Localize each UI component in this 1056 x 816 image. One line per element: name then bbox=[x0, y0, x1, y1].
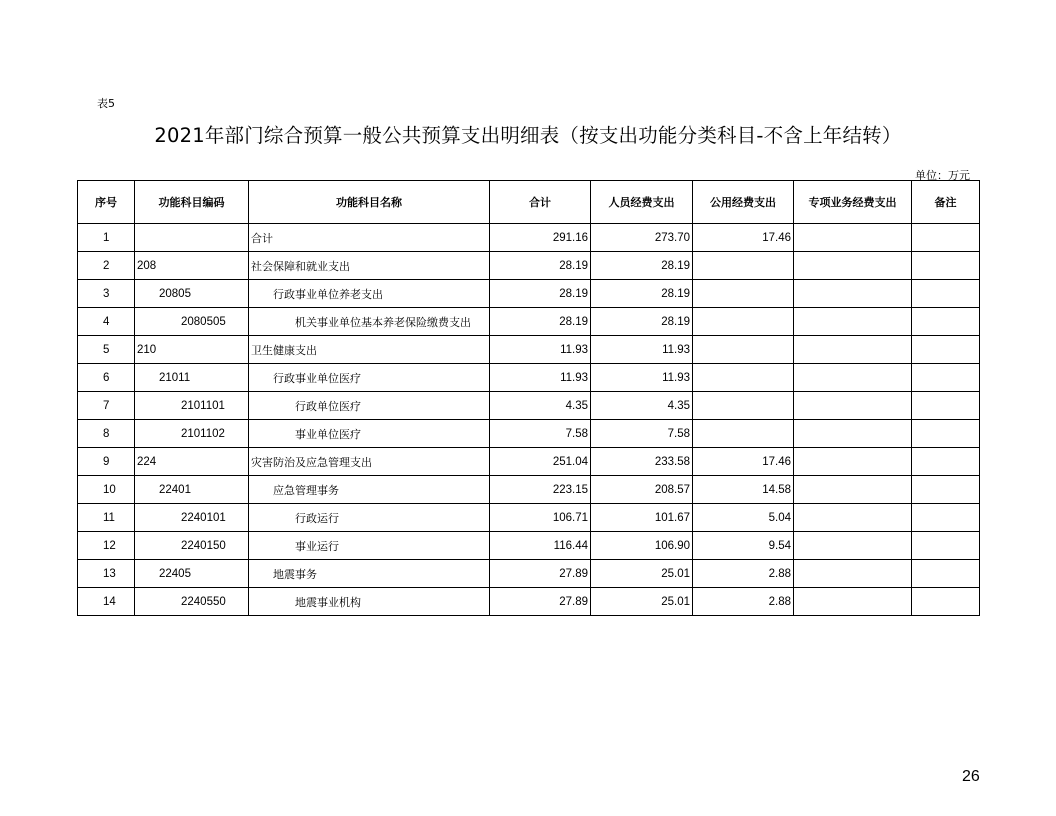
cell-special bbox=[794, 532, 912, 560]
cell-total: 116.44 bbox=[490, 532, 591, 560]
cell-code: 2240101 bbox=[135, 504, 249, 532]
column-header-seq: 序号 bbox=[78, 181, 135, 224]
cell-special bbox=[794, 392, 912, 420]
table-row bbox=[78, 420, 980, 448]
cell-code: 208 bbox=[135, 252, 249, 280]
cell-code: 20805 bbox=[135, 280, 249, 308]
cell-note bbox=[912, 252, 980, 280]
table-row bbox=[78, 504, 980, 532]
cell-note bbox=[912, 336, 980, 364]
cell-name: 社会保障和就业支出 bbox=[249, 252, 490, 280]
cell-note bbox=[912, 588, 980, 616]
cell-name: 行政事业单位医疗 bbox=[249, 364, 490, 392]
cell-public: 2.88 bbox=[693, 588, 794, 616]
table-row bbox=[78, 560, 980, 588]
cell-personnel: 28.19 bbox=[591, 252, 693, 280]
cell-personnel: 28.19 bbox=[591, 280, 693, 308]
cell-special bbox=[794, 448, 912, 476]
cell-personnel: 25.01 bbox=[591, 560, 693, 588]
cell-code: 224 bbox=[135, 448, 249, 476]
cell-seq: 13 bbox=[78, 560, 135, 588]
cell-public bbox=[693, 308, 794, 336]
cell-seq: 3 bbox=[78, 280, 135, 308]
cell-name: 行政事业单位养老支出 bbox=[249, 280, 490, 308]
cell-personnel: 28.19 bbox=[591, 308, 693, 336]
cell-note bbox=[912, 448, 980, 476]
cell-note bbox=[912, 504, 980, 532]
table-row bbox=[78, 252, 980, 280]
page-number: 26 bbox=[962, 768, 980, 785]
cell-public: 17.46 bbox=[693, 448, 794, 476]
cell-name: 事业运行 bbox=[249, 532, 490, 560]
cell-public bbox=[693, 252, 794, 280]
cell-seq: 10 bbox=[78, 476, 135, 504]
column-header-code: 功能科目编码 bbox=[135, 181, 249, 224]
cell-total: 28.19 bbox=[490, 280, 591, 308]
cell-total: 28.19 bbox=[490, 252, 591, 280]
cell-seq: 8 bbox=[78, 420, 135, 448]
cell-public: 14.58 bbox=[693, 476, 794, 504]
cell-seq: 2 bbox=[78, 252, 135, 280]
column-header-special: 专项业务经费支出 bbox=[794, 181, 912, 224]
cell-total: 106.71 bbox=[490, 504, 591, 532]
sheet-label: 表5 bbox=[97, 97, 115, 110]
cell-seq: 5 bbox=[78, 336, 135, 364]
cell-public: 2.88 bbox=[693, 560, 794, 588]
cell-total: 27.89 bbox=[490, 560, 591, 588]
document-title: 2021年部门综合预算一般公共预算支出明细表（按支出功能分类科目-不含上年结转） bbox=[154, 124, 902, 147]
cell-code: 210 bbox=[135, 336, 249, 364]
table-row bbox=[78, 280, 980, 308]
table-header-row bbox=[78, 181, 980, 224]
budget-table bbox=[77, 180, 980, 616]
table-row bbox=[78, 308, 980, 336]
cell-personnel: 11.93 bbox=[591, 364, 693, 392]
cell-special bbox=[794, 336, 912, 364]
cell-personnel: 11.93 bbox=[591, 336, 693, 364]
table-row bbox=[78, 392, 980, 420]
cell-seq: 7 bbox=[78, 392, 135, 420]
cell-total: 11.93 bbox=[490, 364, 591, 392]
column-header-personnel: 人员经费支出 bbox=[591, 181, 693, 224]
cell-public: 9.54 bbox=[693, 532, 794, 560]
cell-personnel: 7.58 bbox=[591, 420, 693, 448]
cell-personnel: 233.58 bbox=[591, 448, 693, 476]
table-row bbox=[78, 532, 980, 560]
cell-code: 2080505 bbox=[135, 308, 249, 336]
cell-note bbox=[912, 532, 980, 560]
cell-code: 2240150 bbox=[135, 532, 249, 560]
cell-public bbox=[693, 420, 794, 448]
cell-seq: 14 bbox=[78, 588, 135, 616]
cell-name: 灾害防治及应急管理支出 bbox=[249, 448, 490, 476]
cell-public: 17.46 bbox=[693, 224, 794, 252]
cell-special bbox=[794, 252, 912, 280]
cell-name: 事业单位医疗 bbox=[249, 420, 490, 448]
table-row bbox=[78, 476, 980, 504]
cell-seq: 1 bbox=[78, 224, 135, 252]
cell-note bbox=[912, 476, 980, 504]
cell-note bbox=[912, 280, 980, 308]
cell-name: 行政运行 bbox=[249, 504, 490, 532]
cell-total: 291.16 bbox=[490, 224, 591, 252]
cell-name: 行政单位医疗 bbox=[249, 392, 490, 420]
cell-name: 应急管理事务 bbox=[249, 476, 490, 504]
column-header-public: 公用经费支出 bbox=[693, 181, 794, 224]
cell-public bbox=[693, 392, 794, 420]
cell-special bbox=[794, 308, 912, 336]
cell-total: 251.04 bbox=[490, 448, 591, 476]
cell-special bbox=[794, 420, 912, 448]
cell-code: 2101102 bbox=[135, 420, 249, 448]
cell-code: 2101101 bbox=[135, 392, 249, 420]
cell-total: 223.15 bbox=[490, 476, 591, 504]
table-row bbox=[78, 336, 980, 364]
unit-label: 单位：万元 bbox=[915, 169, 970, 182]
cell-special bbox=[794, 364, 912, 392]
column-header-total: 合计 bbox=[490, 181, 591, 224]
cell-name: 地震事务 bbox=[249, 560, 490, 588]
cell-personnel: 273.70 bbox=[591, 224, 693, 252]
column-header-note: 备注 bbox=[912, 181, 980, 224]
cell-special bbox=[794, 224, 912, 252]
cell-code bbox=[135, 224, 249, 252]
cell-seq: 4 bbox=[78, 308, 135, 336]
cell-name: 合计 bbox=[249, 224, 490, 252]
cell-name: 卫生健康支出 bbox=[249, 336, 490, 364]
cell-seq: 9 bbox=[78, 448, 135, 476]
cell-total: 27.89 bbox=[490, 588, 591, 616]
cell-total: 7.58 bbox=[490, 420, 591, 448]
cell-name: 地震事业机构 bbox=[249, 588, 490, 616]
cell-seq: 11 bbox=[78, 504, 135, 532]
cell-public bbox=[693, 280, 794, 308]
cell-total: 4.35 bbox=[490, 392, 591, 420]
cell-personnel: 4.35 bbox=[591, 392, 693, 420]
cell-special bbox=[794, 560, 912, 588]
cell-public bbox=[693, 336, 794, 364]
cell-public bbox=[693, 364, 794, 392]
table-row bbox=[78, 448, 980, 476]
cell-total: 11.93 bbox=[490, 336, 591, 364]
table-row bbox=[78, 588, 980, 616]
cell-code: 22405 bbox=[135, 560, 249, 588]
cell-note bbox=[912, 560, 980, 588]
cell-note bbox=[912, 392, 980, 420]
table-row bbox=[78, 224, 980, 252]
cell-special bbox=[794, 476, 912, 504]
table-body bbox=[78, 224, 980, 616]
cell-personnel: 208.57 bbox=[591, 476, 693, 504]
cell-special bbox=[794, 504, 912, 532]
cell-special bbox=[794, 588, 912, 616]
cell-note bbox=[912, 308, 980, 336]
cell-total: 28.19 bbox=[490, 308, 591, 336]
cell-seq: 6 bbox=[78, 364, 135, 392]
cell-personnel: 25.01 bbox=[591, 588, 693, 616]
cell-code: 21011 bbox=[135, 364, 249, 392]
cell-note bbox=[912, 420, 980, 448]
table-row bbox=[78, 364, 980, 392]
cell-name: 机关事业单位基本养老保险缴费支出 bbox=[249, 308, 490, 336]
cell-personnel: 106.90 bbox=[591, 532, 693, 560]
cell-special bbox=[794, 280, 912, 308]
cell-personnel: 101.67 bbox=[591, 504, 693, 532]
cell-public: 5.04 bbox=[693, 504, 794, 532]
cell-code: 22401 bbox=[135, 476, 249, 504]
cell-code: 2240550 bbox=[135, 588, 249, 616]
cell-note bbox=[912, 364, 980, 392]
cell-note bbox=[912, 224, 980, 252]
column-header-name: 功能科目名称 bbox=[249, 181, 490, 224]
cell-seq: 12 bbox=[78, 532, 135, 560]
